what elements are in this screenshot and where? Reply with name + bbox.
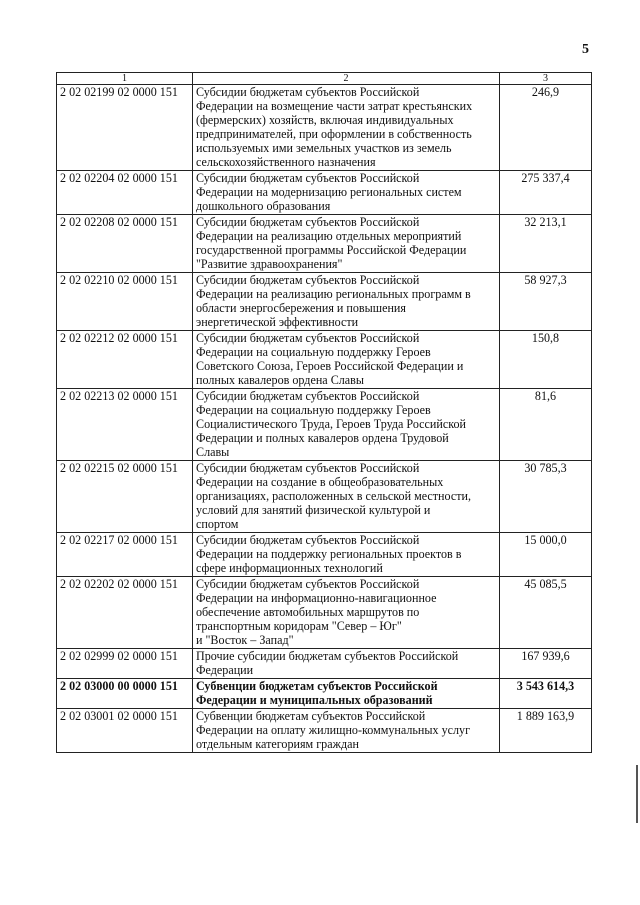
description-line: энергетической эффективности <box>196 315 359 329</box>
description-line: Субсидии бюджетам субъектов Российской <box>196 461 420 475</box>
description-line: Субсидии бюджетам субъектов Российской <box>196 215 420 229</box>
description-line: Субвенции бюджетам субъектов Российской <box>196 679 438 693</box>
description-cell <box>193 461 500 533</box>
header-column-3: 3 <box>500 73 592 85</box>
amount-cell: 15 000,0 <box>500 533 592 577</box>
budget-code-cell: 2 02 02208 02 0000 151 <box>57 215 193 273</box>
table-row <box>57 577 592 649</box>
table-row <box>57 709 592 753</box>
table-row <box>57 533 592 577</box>
budget-code-cell: 2 02 02213 02 0000 151 <box>57 389 193 461</box>
amount-cell: 1 889 163,9 <box>500 709 592 753</box>
description-cell <box>193 389 500 461</box>
description-line: Субсидии бюджетам субъектов Российской <box>196 273 420 287</box>
budget-code-cell: 2 02 02212 02 0000 151 <box>57 331 193 389</box>
description-line: Советского Союза, Героев Российской Федерации и <box>196 359 464 373</box>
budget-code-cell: 2 02 02204 02 0000 151 <box>57 171 193 215</box>
table-row <box>57 273 592 331</box>
description-line: сфере информационных технологий <box>196 561 383 575</box>
header-row <box>57 73 592 85</box>
table-row <box>57 85 592 171</box>
amount-cell: 81,6 <box>500 389 592 461</box>
description-cell <box>193 215 500 273</box>
description-cell <box>193 331 500 389</box>
table-header <box>57 73 592 85</box>
description-line: полных кавалеров ордена Славы <box>196 373 365 387</box>
description-cell <box>193 709 500 753</box>
description-line: Федерации на реализацию отдельных мероприятий <box>196 229 462 243</box>
table-body <box>57 85 592 753</box>
description-cell <box>193 533 500 577</box>
table-row <box>57 649 592 679</box>
amount-cell: 275 337,4 <box>500 171 592 215</box>
budget-table <box>56 72 592 753</box>
description-line: условий для занятий физической культурой и <box>196 503 431 517</box>
description-line: дошкольного образования <box>196 199 331 213</box>
budget-code-cell: 2 02 03001 02 0000 151 <box>57 709 193 753</box>
description-line: государственной программы Российской Федерации <box>196 243 467 257</box>
description-line: Федерации на социальную поддержку Героев <box>196 345 431 359</box>
budget-code-cell: 2 02 02199 02 0000 151 <box>57 85 193 171</box>
table-row <box>57 215 592 273</box>
table-row <box>57 389 592 461</box>
table-row <box>57 331 592 389</box>
header-column-1: 1 <box>57 73 193 85</box>
amount-cell: 45 085,5 <box>500 577 592 649</box>
description-cell <box>193 577 500 649</box>
description-line: Федерации на реализацию региональных программ в <box>196 287 471 301</box>
description-line: Субсидии бюджетам субъектов Российской <box>196 389 420 403</box>
description-line: сельскохозяйственного назначения <box>196 155 376 169</box>
amount-cell: 30 785,3 <box>500 461 592 533</box>
amount-cell: 58 927,3 <box>500 273 592 331</box>
description-line: Федерации на модернизацию региональных систем <box>196 185 462 199</box>
description-line: Федерации на поддержку региональных проектов в <box>196 547 462 561</box>
description-cell <box>193 85 500 171</box>
description-line: предпринимателей, при оформлении в собственность <box>196 127 472 141</box>
description-line: Федерации и муниципальных образований <box>196 693 433 707</box>
header-column-2: 2 <box>193 73 500 85</box>
description-line: Субсидии бюджетам субъектов Российской <box>196 533 420 547</box>
description-line: организациях, расположенных в сельской местности, <box>196 489 472 503</box>
scan-edge-mark <box>636 765 638 823</box>
amount-cell: 167 939,6 <box>500 649 592 679</box>
description-line: спортом <box>196 517 239 531</box>
budget-code-cell: 2 02 02202 02 0000 151 <box>57 577 193 649</box>
description-line: "Развитие здравоохранения" <box>196 257 343 271</box>
budget-code-cell: 2 02 02217 02 0000 151 <box>57 533 193 577</box>
budget-code-cell: 2 02 02210 02 0000 151 <box>57 273 193 331</box>
description-cell <box>193 171 500 215</box>
description-line: Прочие субсидии бюджетам субъектов Российской <box>196 649 459 663</box>
amount-cell: 246,9 <box>500 85 592 171</box>
amount-cell: 32 213,1 <box>500 215 592 273</box>
table-row <box>57 461 592 533</box>
description-line: области энергосбережения и повышения <box>196 301 406 315</box>
description-line: Субсидии бюджетам субъектов Российской <box>196 331 420 345</box>
table-row <box>57 171 592 215</box>
page-number: 5 <box>582 42 589 57</box>
description-line: Субсидии бюджетам субъектов Российской <box>196 85 420 99</box>
description-line: и "Восток – Запад" <box>196 633 294 647</box>
description-cell <box>193 679 500 709</box>
description-line: Славы <box>196 445 230 459</box>
description-line: Субсидии бюджетам субъектов Российской <box>196 171 420 185</box>
description-line: используемых ими земельных участков из земель <box>196 141 452 155</box>
budget-code-cell: 2 02 03000 00 0000 151 <box>57 679 193 709</box>
description-line: Федерации <box>196 663 254 677</box>
description-line: Федерации на социальную поддержку Героев <box>196 403 431 417</box>
budget-code-cell: 2 02 02999 02 0000 151 <box>57 649 193 679</box>
description-line: обеспечение автомобильных маршрутов по <box>196 605 420 619</box>
description-line: Федерации и полных кавалеров ордена Трудовой <box>196 431 449 445</box>
description-line: Субсидии бюджетам субъектов Российской <box>196 577 420 591</box>
description-line: Федерации на возмещение части затрат крестьянских <box>196 99 473 113</box>
description-line: Социалистического Труда, Героев Труда Российской <box>196 417 467 431</box>
description-line: отдельным категориям граждан <box>196 737 359 751</box>
description-line: Субвенции бюджетам субъектов Российской <box>196 709 426 723</box>
amount-cell: 3 543 614,3 <box>500 679 592 709</box>
table-row <box>57 679 592 709</box>
budget-code-cell: 2 02 02215 02 0000 151 <box>57 461 193 533</box>
description-cell <box>193 649 500 679</box>
amount-cell: 150,8 <box>500 331 592 389</box>
description-line: Федерации на создание в общеобразовательных <box>196 475 444 489</box>
description-line: (фермерских) хозяйств, включая индивидуальных <box>196 113 454 127</box>
description-line: Федерации на оплату жилищно-коммунальных услуг <box>196 723 471 737</box>
description-cell <box>193 273 500 331</box>
description-line: транспортным коридорам "Север – Юг" <box>196 619 402 633</box>
description-line: Федерации на информационно-навигационное <box>196 591 437 605</box>
